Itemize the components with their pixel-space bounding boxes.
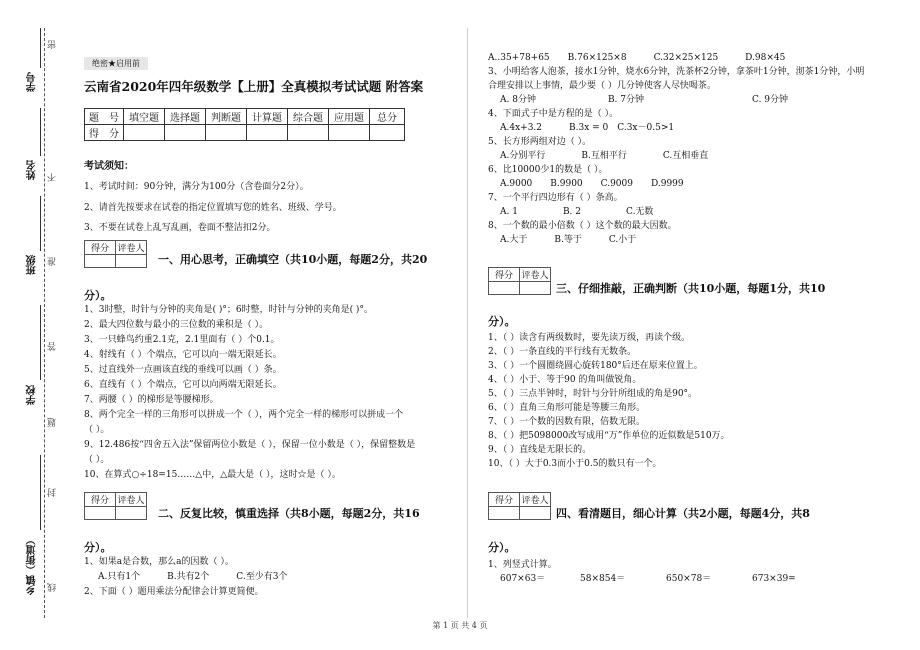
- question-item: 5、（ ）三点半钟时，时针与分针所组成的角是90°。: [488, 389, 698, 399]
- section1-title: 一、用心思考，正确填空（共10小题，每题2分，共20: [158, 253, 428, 266]
- section4-title: 四、看清题目，细心计算（共2小题，每题4分，共8: [556, 507, 810, 520]
- page-title: 云南省2020年四年级数学【上册】全真模拟考试试题 附答案: [84, 79, 424, 94]
- score-table: [84, 108, 405, 141]
- calc-item: 607×63＝: [500, 574, 546, 584]
- score-header-cell: 综合题: [288, 109, 329, 125]
- option-line: A.只有1个 B.共有2个 C.至少有3个: [98, 572, 288, 582]
- margin-label-student-id: 学号: [27, 72, 38, 92]
- score-header-cell: 选择题: [165, 109, 206, 125]
- grader-score-label: 得分: [489, 493, 520, 507]
- margin-char-zhun: 准: [48, 257, 58, 266]
- notice-heading: 考试须知：: [84, 161, 134, 172]
- grader-box: [84, 492, 147, 520]
- option-line: A..35+78+65 B.76×125×8 C.32×25×125 D.98×45: [488, 53, 786, 63]
- question-item: 8、（ ）把5098000改写成用“万”作单位的近似数是510万。: [488, 431, 730, 441]
- grader-score-label: 得分: [489, 268, 520, 282]
- question-item: 2、最大四位数与最小的三位数的乘积是（ ）。: [84, 320, 269, 330]
- grader-reviewer-cell[interactable]: [116, 255, 147, 268]
- question-item: 10、（ ）大于0.3而小于0.5的数只有一个。: [488, 459, 662, 469]
- score-header-cell: 总分: [370, 109, 405, 125]
- margin-char-mi: 密: [48, 40, 58, 49]
- option-line: A.大于 B.等于 C.小于: [500, 235, 637, 245]
- question-item: 6、直线有（ ）个端点，它可以向两端无限延长。: [84, 380, 282, 390]
- question-item: 3、小明给客人泡茶，接水1分钟，烧水6分钟，洗茶杯2分钟，拿茶叶1分钟，沏茶1分钟，小明: [488, 67, 865, 77]
- section2-title-cont: 分）。: [84, 541, 112, 554]
- question-item: 2、（ ）一条直线的平行线有无数条。: [488, 347, 637, 357]
- class-underline: [40, 196, 41, 251]
- question-item: 6、（ ）直角三角形可能是等腰三角形。: [488, 403, 646, 413]
- margin-label-name: 姓名: [27, 160, 38, 180]
- margin-char-ti: 题: [48, 418, 58, 427]
- grader-score-label: 得分: [85, 493, 116, 507]
- notice-item: 3、不要在试卷上乱写乱画，卷面不整洁扣2分。: [84, 223, 276, 233]
- question-item: 4、下面式子中是方程的是（ ）。: [488, 109, 619, 119]
- grader-reviewer-label: 评卷人: [116, 493, 147, 507]
- score-header-cell: 题 号: [85, 109, 124, 125]
- question-item: 10、在算式○÷18=15……△中，△最大是（ ），这时☆是（ ）。: [84, 470, 341, 480]
- score-cell[interactable]: [288, 125, 329, 141]
- grader-reviewer-label: 评卷人: [116, 241, 147, 255]
- binding-dashed-line: [44, 28, 45, 618]
- score-table-score-row: [85, 125, 405, 141]
- score-cell[interactable]: [124, 125, 165, 141]
- section1-title-cont: 分）。: [84, 289, 112, 302]
- grader-score-cell[interactable]: [489, 282, 520, 295]
- question-item: 1、（ ）读含有两级数时，要先读万级，再读个级。: [488, 333, 691, 343]
- notice-item: 2、请首先按要求在试卷的指定位置填写您的姓名、班级、学号。: [84, 203, 342, 213]
- question-item: （ ）。: [84, 455, 110, 465]
- score-cell[interactable]: [329, 125, 370, 141]
- margin-char-bu: 不: [48, 173, 58, 182]
- question-item: 1、如果a是合数，那么a的因数（ ）。: [84, 557, 234, 567]
- question-item: 4、射线有（ ）个端点，它可以向一端无限延长。: [84, 350, 282, 360]
- calc-item: 673×39=: [752, 574, 796, 584]
- grader-box: [84, 240, 147, 268]
- question-item: 7、两腰（ ）的梯形是等腰梯形。: [84, 395, 219, 405]
- margin-label-school: 学校: [27, 385, 38, 405]
- section4-title-cont: 分）。: [488, 541, 516, 554]
- calc-item: 650×78＝: [666, 574, 712, 584]
- score-cell[interactable]: [247, 125, 288, 141]
- score-header-cell: 填空题: [124, 109, 165, 125]
- margin-char-feng: 封: [48, 488, 58, 497]
- margin-char-xian: 线: [48, 583, 58, 592]
- question-item: 9、12.486按“四舍五入法”保留两位小数是（ ），保留一位小数是（ ），保留整数是: [84, 440, 416, 450]
- score-header-cell: 应用题: [329, 109, 370, 125]
- score-cell[interactable]: [370, 125, 405, 141]
- question-item: 1、列竖式计算。: [488, 560, 557, 570]
- margin-label-township: 乡镇（街道）: [27, 535, 38, 595]
- school-underline: [40, 305, 41, 380]
- section2-title: 二、反复比较，慎重选择（共8小题，每题2分，共16: [158, 507, 420, 520]
- grader-score-label: 得分: [85, 241, 116, 255]
- question-item: 合理安排以上事情，最少要（ ）几分钟使客人尽快喝茶。: [488, 81, 716, 91]
- question-item: 3、（ ）一个圆圈绕圆心旋转180°后还在原来位置上。: [488, 361, 703, 371]
- grader-reviewer-label: 评卷人: [520, 493, 551, 507]
- section3-title: 三、仔细推敲，正确判断（共10小题，每题1分，共10: [556, 282, 826, 295]
- grader-score-cell[interactable]: [489, 507, 520, 520]
- question-item: 1、3时整，时针与分钟的夹角是( )°；6时整，时针与分钟的夹角是( )°。: [84, 305, 373, 315]
- score-header-cell: 判断题: [206, 109, 247, 125]
- page-footer: 第 1 页 共 4 页: [432, 621, 488, 630]
- grader-score-cell[interactable]: [85, 255, 116, 268]
- question-item: 2、下面（ ）题用乘法分配律会计算更简便。: [84, 587, 264, 597]
- question-item: 5、过直线外一点画该直线的垂线可以画（ ）条。: [84, 365, 282, 375]
- question-item: 9、（ ）直线是无限长的。: [488, 445, 592, 455]
- option-line: A.9000 B.9900 C.9009 D.9999: [500, 179, 684, 189]
- calc-item: 58×854＝: [580, 574, 626, 584]
- question-item: 8、两个完全一样的三角形可以拼成一个（ ），两个完全一样的梯形可以拼成一个: [84, 410, 404, 420]
- grader-reviewer-cell[interactable]: [520, 507, 551, 520]
- student-id-underline: [40, 28, 41, 68]
- score-row-label: 得 分: [85, 125, 124, 141]
- option-line: A.4x+3.2 B.3x = 0 C.3x－0.5>1: [500, 123, 675, 133]
- margin-label-class: 班级: [27, 255, 38, 275]
- option-line: A. 8分钟 B. 7分钟 C. 9分钟: [500, 95, 789, 105]
- score-cell[interactable]: [165, 125, 206, 141]
- margin-char-da: 答: [48, 342, 58, 351]
- column-divider: [467, 28, 468, 618]
- secret-label: 绝密★启用前: [84, 57, 148, 70]
- score-header-cell: 计算题: [247, 109, 288, 125]
- question-item: 5、长方形两组对边（ ）。: [488, 137, 592, 147]
- question-item: 4、（ ）小于、等于90 的角叫做锐角。: [488, 375, 642, 385]
- section3-title-cont: 分）。: [488, 315, 516, 328]
- question-item: （ ）。: [84, 425, 110, 435]
- notice-item: 1、考试时间：90分钟，满分为100分（含卷面分2分）。: [84, 182, 309, 192]
- score-cell[interactable]: [206, 125, 247, 141]
- option-line: A.分别平行 B.互相平行 C.互相垂直: [500, 151, 709, 161]
- question-item: 8、一个数的最小倍数（ ）这个数的最大因数。: [488, 221, 677, 231]
- township-underline: [40, 455, 41, 530]
- grader-reviewer-cell[interactable]: [520, 282, 551, 295]
- grader-score-cell[interactable]: [85, 507, 116, 520]
- score-table-header-row: [85, 109, 405, 125]
- grader-box: [488, 492, 551, 520]
- question-item: 3、一只蜂鸟约重2.1克，2.1里面有（ ）个0.1。: [84, 335, 280, 345]
- question-item: 7、（ ）一个数的因数有限，倍数无限。: [488, 417, 646, 427]
- grader-reviewer-label: 评卷人: [520, 268, 551, 282]
- grader-reviewer-cell[interactable]: [116, 507, 147, 520]
- grader-box: [488, 267, 551, 295]
- question-item: 7、一个平行四边形有（ ）条高。: [488, 193, 623, 203]
- name-underline: [40, 108, 41, 156]
- question-item: 6、比10000少1的数是（ ）。: [488, 165, 608, 175]
- option-line: A. 1 B. 2 C.无数: [500, 207, 654, 217]
